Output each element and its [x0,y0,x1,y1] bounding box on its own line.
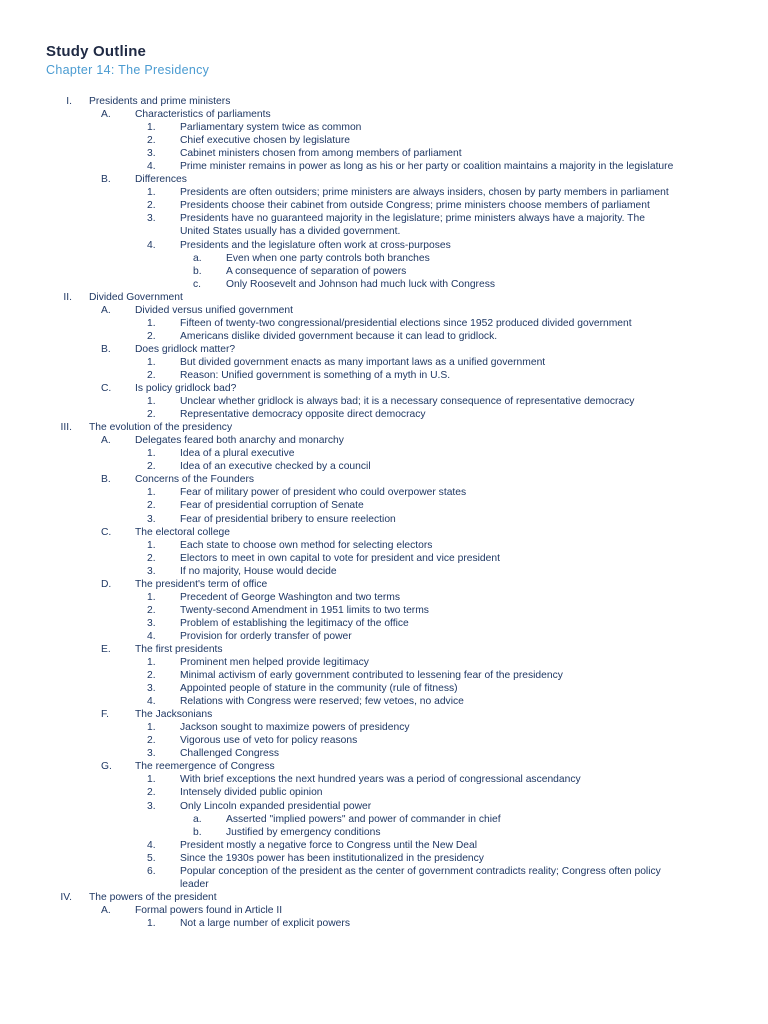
outline-item [0,747,768,760]
outline-item-text: Not a large number of explicit powers [180,917,350,929]
outline-item-text: Delegates feared both anarchy and monarchy [135,435,344,447]
outline-item-number: 1. [147,487,156,499]
outline-item-text: leader [180,878,209,890]
outline-item [0,839,768,852]
outline-item-number: D. [101,578,112,590]
outline-item-text: Differences [135,174,187,186]
outline-item-text: The evolution of the presidency [89,422,233,434]
outline-item [0,630,768,643]
outline-item-number: 2. [147,735,156,747]
outline-item-number: b. [193,265,202,277]
outline-item-text: Electors to meet in own capital to vote for president and vice president [180,552,500,564]
outline-item-number: 5. [147,852,156,864]
outline-item-number: E. [101,643,111,655]
outline-item [0,108,768,121]
outline-item-number: B. [101,174,111,186]
outline-item-number: 4. [147,239,156,251]
outline-item [0,800,768,813]
outline-item-number: A. [101,435,111,447]
outline-item-text: Appointed people of stature in the community (rule of fitness) [180,683,458,695]
outline-item-text: Unclear whether gridlock is always bad; it is a necessary consequence of representative democracy [180,396,635,408]
outline-item-text: United States usually has a divided government. [180,226,401,238]
outline-item [0,447,768,460]
outline-item-number: 1. [147,657,156,669]
outline-item-text: The president's term of office [135,578,268,590]
outline-item-text: Jackson sought to maximize powers of presidency [180,722,410,734]
outline-item-number: 2. [147,330,156,342]
outline-item-number: C. [101,526,112,538]
chapter-subtitle: Chapter 14: The Presidency [46,63,210,77]
outline-item [0,278,768,291]
outline-item-text: If no majority, House would decide [180,565,337,577]
outline-item-number: a. [193,813,202,825]
outline-item [0,252,768,265]
outline-item [0,160,768,173]
outline-item [0,291,768,304]
outline-item-number: 1. [147,448,156,460]
outline-item [0,473,768,486]
outline-item-number: C. [101,383,112,395]
outline-item-text: Presidents are often outsiders; prime ministers are always insiders, chosen by party members in parliament [180,187,669,199]
outline-item-text: Divided Government [89,291,183,303]
outline-item-number: 2. [147,369,156,381]
outline-item [0,526,768,539]
outline-item [0,173,768,186]
outline-item-number: 4. [147,839,156,851]
outline-item-text: Prominent men helped provide legitimacy [180,657,369,669]
outline-item-text: Formal powers found in Article II [135,904,283,916]
outline-item [0,147,768,160]
outline-item [0,460,768,473]
outline-item-number: b. [193,826,202,838]
outline-item [0,773,768,786]
outline-item [0,317,768,330]
outline-item-number: B. [101,343,111,355]
outline-item-text: Provision for orderly transfer of power [180,630,352,642]
outline-item [0,865,768,878]
outline-item [0,304,768,317]
outline-item [0,852,768,865]
outline-item-number: 3. [147,148,156,160]
outline-item-text: Since the 1930s power has been institutionalized in the presidency [180,852,484,864]
outline-item-text: Presidents choose their cabinet from outside Congress; prime ministers choose members of parliament [180,200,650,212]
outline-item [0,134,768,147]
outline-item [0,343,768,356]
outline-item [0,591,768,604]
outline-item-number: F. [101,709,110,721]
outline-item [0,225,768,238]
outline-item-text: Asserted "implied powers" and power of commander in chief [226,813,501,825]
outline-item [0,408,768,421]
outline-item-number: 6. [147,865,156,877]
outline-item [0,565,768,578]
outline-item [0,734,768,747]
outline-item-text: With brief exceptions the next hundred years was a period of congressional ascendancy [180,774,581,786]
outline-item-text: Popular conception of the president as the center of government contradicts reality; Congress often policy [180,865,661,877]
outline-item-number: II. [63,291,72,303]
outline-item [0,578,768,591]
outline-item-number: 3. [147,748,156,760]
outline-item-text: Justified by emergency conditions [226,826,381,838]
outline-item-number: 2. [147,135,156,147]
outline-item-number: 2. [147,461,156,473]
outline-item-number: 1. [147,187,156,199]
outline-item-text: Fear of presidential bribery to ensure reelection [180,513,396,525]
outline-item-text: Fear of presidential corruption of Senate [180,500,364,512]
outline-item-number: A. [101,904,111,916]
outline-item-text: Cabinet ministers chosen from among members of parliament [180,148,462,160]
outline-item-number: 2. [147,552,156,564]
outline-item [0,499,768,512]
outline-item [0,721,768,734]
outline-item [0,369,768,382]
outline-item-number: 3. [147,513,156,525]
page-title: Study Outline [46,43,147,60]
outline-item [0,395,768,408]
outline-item-number: 1. [147,722,156,734]
outline-item-number: 1. [147,356,156,368]
outline-item-number: 3. [147,683,156,695]
outline-item-number: I. [66,96,72,107]
outline-item-text: Relations with Congress were reserved; few vetoes, no advice [180,696,464,708]
outline-item [0,682,768,695]
outline-item-text: Even when one party controls both branches [226,252,430,264]
outline-item-text: The electoral college [135,526,231,538]
outline-item [0,760,768,773]
outline-item-text: Only Roosevelt and Johnson had much luck with Congress [226,278,496,290]
outline-item [0,643,768,656]
outline-item-text: Parliamentary system twice as common [180,122,362,134]
outline-item-text: Chief executive chosen by legislature [180,135,350,147]
outline-item-text: The powers of the president [89,891,217,903]
outline-item-text: Precedent of George Washington and two terms [180,591,400,603]
outline-item [0,199,768,212]
outline-item [0,434,768,447]
outline-item-text: The reemergence of Congress [135,761,275,773]
outline-item [0,539,768,552]
outline-item-number: 3. [147,565,156,577]
outline-item [0,617,768,630]
outline-item [0,356,768,369]
outline-item [0,382,768,395]
outline-item [0,330,768,343]
outline-item-number: 1. [147,917,156,929]
outline-item [0,604,768,617]
outline-item-text: Does gridlock matter? [135,343,236,355]
outline-item-number: 1. [147,591,156,603]
outline-item-text: Challenged Congress [180,748,280,760]
outline-item [0,486,768,499]
outline-item-number: 2. [147,409,156,421]
outline-item-number: III. [60,422,72,434]
outline-item-text: Prime minister remains in power as long as his or her party or coalition maintains a majority in the legislature [180,161,674,173]
outline-item-number: a. [193,252,202,264]
outline-item-text: A consequence of separation of powers [226,265,407,277]
outline-item-number: 3. [147,800,156,812]
outline-item [0,786,768,799]
outline-item-text: Characteristics of parliaments [135,109,271,121]
outline-item [0,186,768,199]
outline-item-text: Concerns of the Founders [135,474,255,486]
outline-item-text: Only Lincoln expanded presidential power [180,800,372,812]
outline-item-number: IV. [60,891,72,903]
outline-item-number: 1. [147,122,156,134]
outline-item-text: Each state to choose own method for selecting electors [180,539,433,551]
outline-item-text: Presidents and the legislature often work at cross-purposes [180,239,451,251]
outline-item-text: President mostly a negative force to Congress until the New Deal [180,839,478,851]
outline-item-number: c. [193,278,202,290]
outline-item [0,552,768,565]
outline-item-text: Fifteen of twenty-two congressional/presidential elections since 1952 produced divided government [180,317,632,329]
outline-item-text: Vigorous use of veto for policy reasons [180,735,358,747]
outline-item-text: Presidents have no guaranteed majority in the legislature; prime ministers always have a majority. The [180,213,645,225]
outline-item-text: The first presidents [135,643,223,655]
outline-item-number: 1. [147,539,156,551]
outline-item-number: 1. [147,317,156,329]
outline-item-text: Representative democracy opposite direct democracy [180,409,426,421]
outline-item [0,695,768,708]
outline-item-number: 2. [147,604,156,616]
outline-item [0,878,768,891]
outline-item-number: A. [101,109,111,121]
outline-item [0,904,768,917]
outline-item-text: Americans dislike divided government because it can lead to gridlock. [180,330,498,342]
outline-item-number: B. [101,474,111,486]
outline-item-number: 4. [147,161,156,173]
outline-item [0,95,768,108]
outline-item-text: Twenty-second Amendment in 1951 limits to two terms [180,604,429,616]
outline-item-text: Presidents and prime ministers [89,96,231,107]
outline-item-text: The Jacksonians [135,709,213,721]
outline-item [0,669,768,682]
outline-list [0,95,768,930]
outline-item-text: Problem of establishing the legitimacy of the office [180,617,409,629]
outline-item-text: But divided government enacts as many important laws as a unified government [180,356,546,368]
outline-item-number: 2. [147,787,156,799]
outline-item-number: 4. [147,696,156,708]
outline-item [0,917,768,930]
outline-item [0,421,768,434]
outline-item [0,656,768,669]
outline-item [0,813,768,826]
outline-item-number: 2. [147,670,156,682]
outline-item-text: Minimal activism of early government contributed to lessening fear of the presidency [180,670,563,682]
outline-item [0,239,768,252]
outline-item [0,826,768,839]
outline-item-number: 2. [147,200,156,212]
outline-item-number: 4. [147,630,156,642]
outline-item-text: Idea of a plural executive [180,448,295,460]
outline-item [0,265,768,278]
outline-item [0,891,768,904]
outline-item-number: G. [101,761,112,773]
outline-item-text: Reason: Unified government is something of a myth in U.S. [180,369,451,381]
outline-item-number: A. [101,304,111,316]
outline-item-number: 3. [147,617,156,629]
outline-item-number: 1. [147,396,156,408]
outline-item [0,121,768,134]
outline-item [0,708,768,721]
outline-item-number: 3. [147,213,156,225]
outline-item [0,212,768,225]
outline-item-text: Is policy gridlock bad? [135,383,237,395]
outline-item-text: Fear of military power of president who could overpower states [180,487,467,499]
outline-item-text: Intensely divided public opinion [180,787,323,799]
outline-item-number: 2. [147,500,156,512]
outline-item-number: 1. [147,774,156,786]
outline-item-text: Idea of an executive checked by a council [180,461,371,473]
outline-item-text: Divided versus unified government [135,304,293,316]
outline-item [0,513,768,526]
